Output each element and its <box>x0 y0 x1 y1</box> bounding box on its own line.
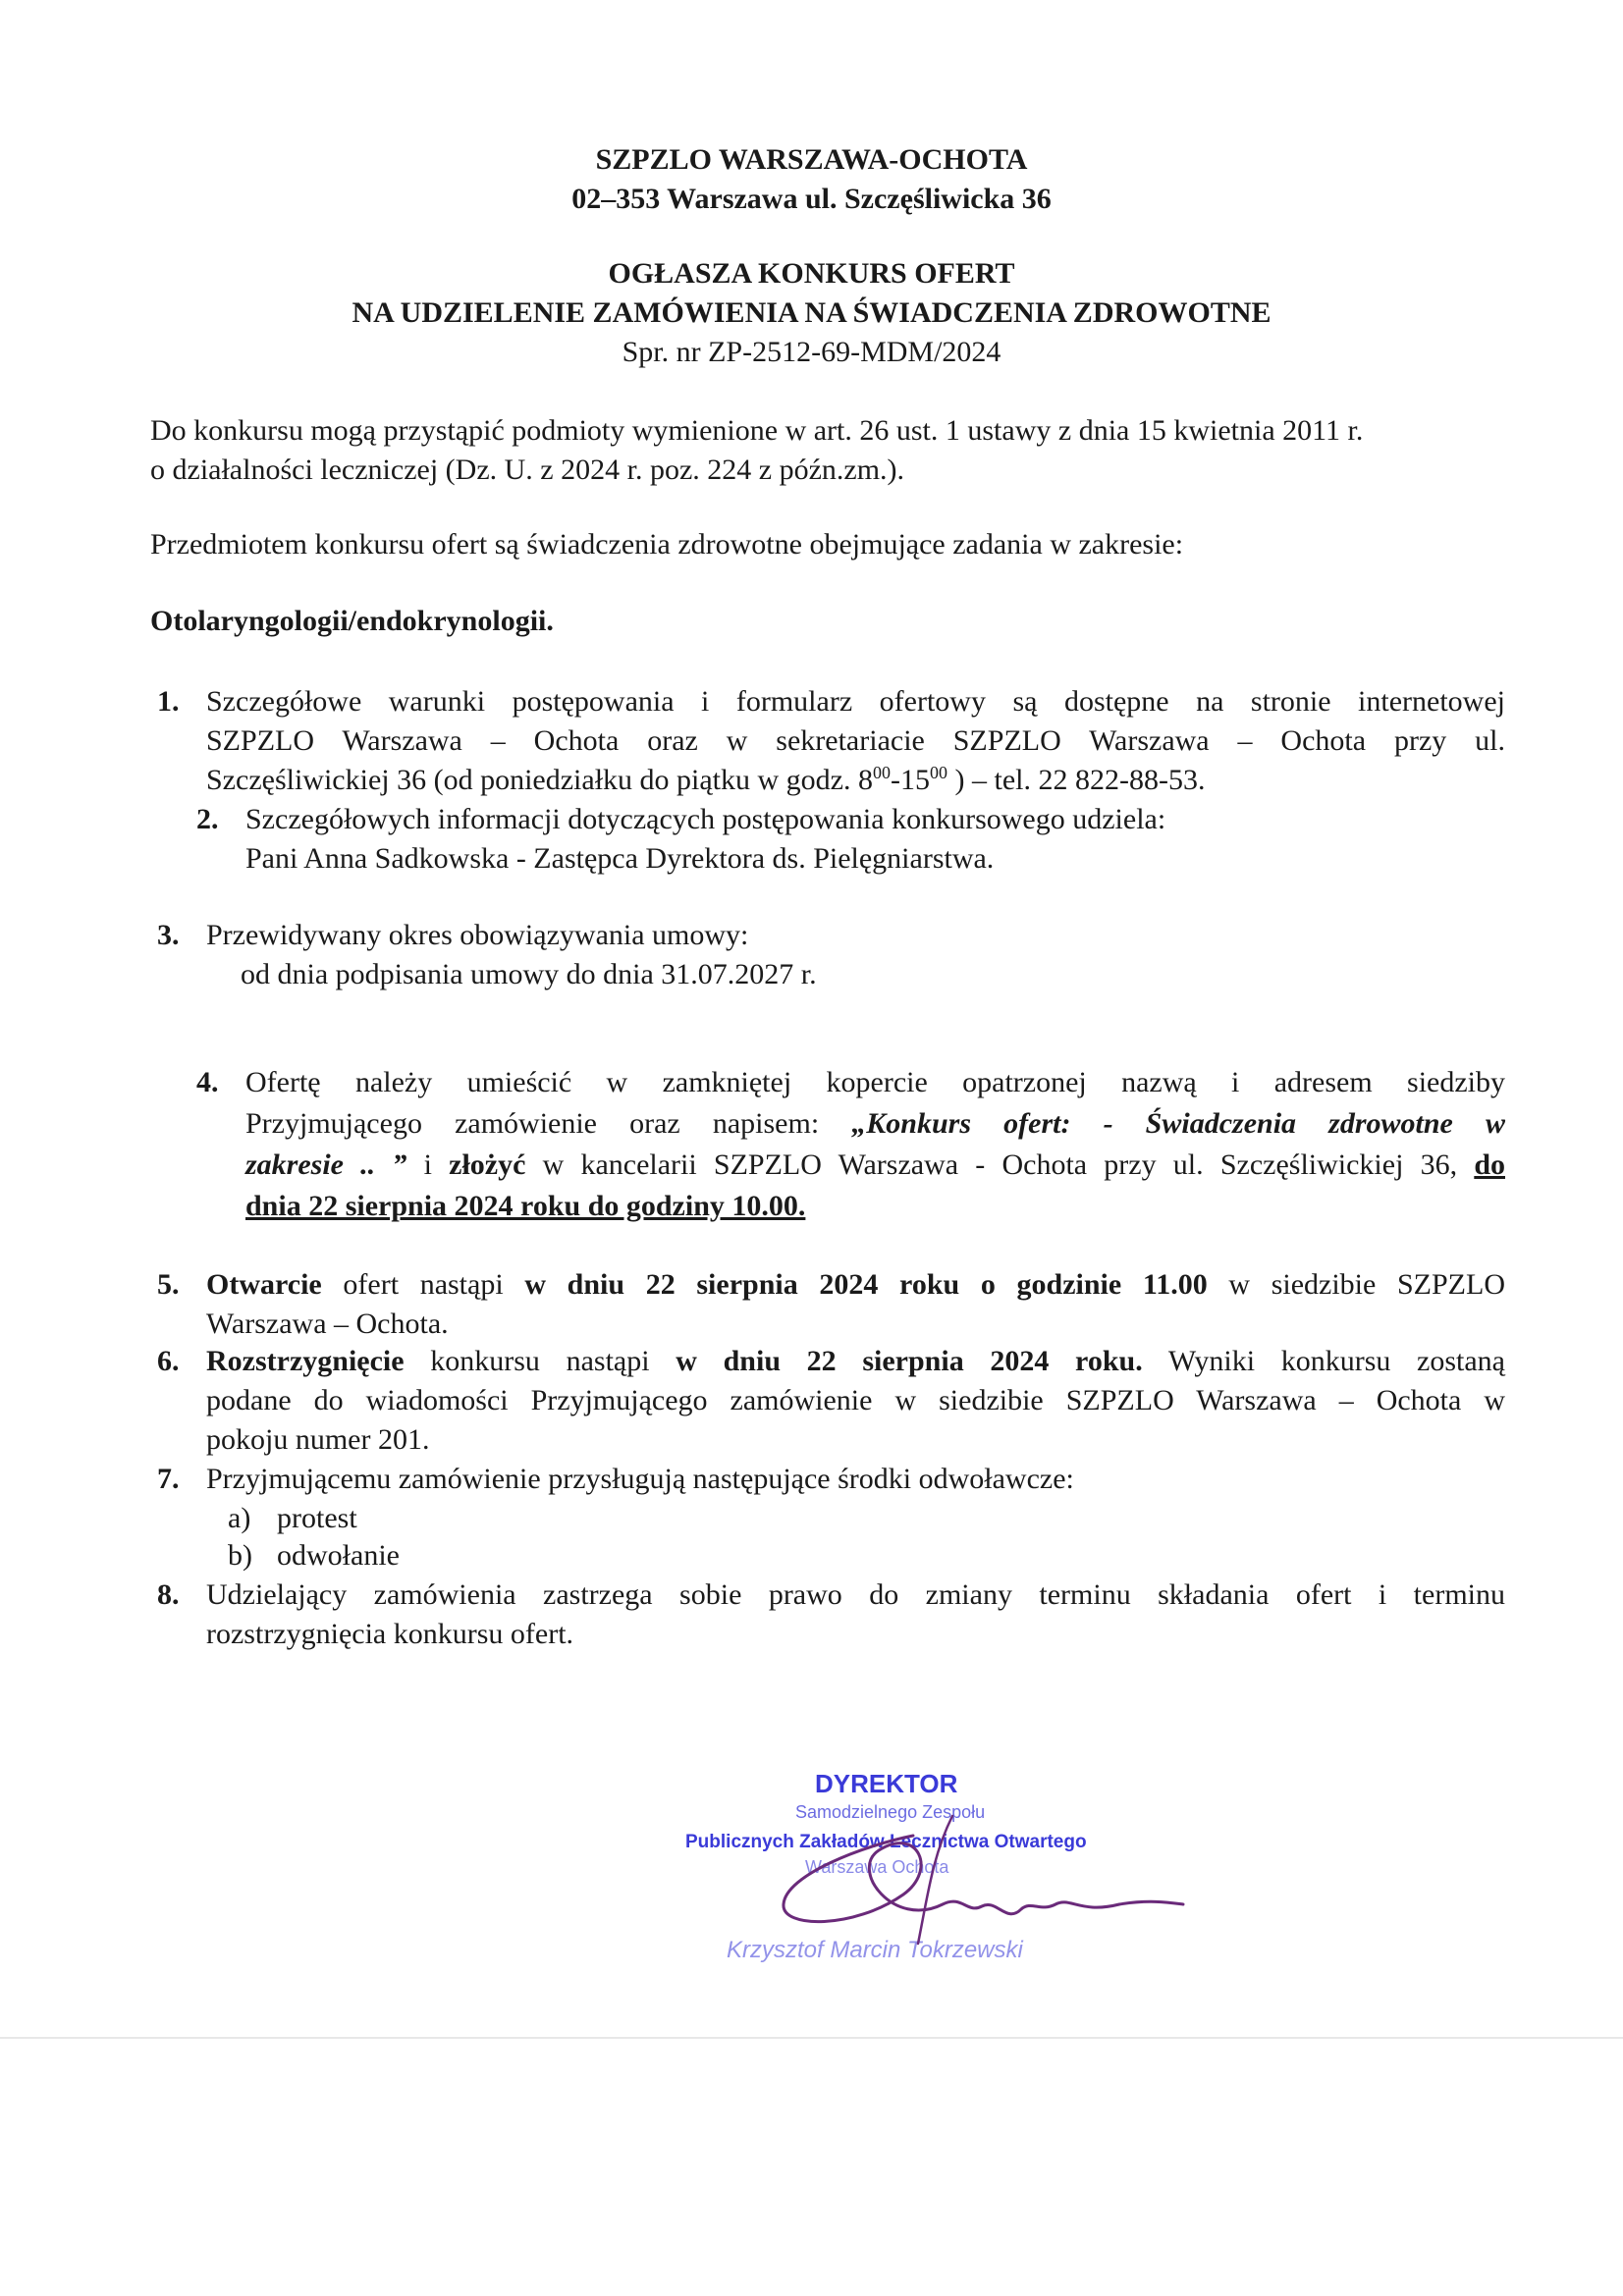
item-4-envelope-label-end: zakresie .. ” <box>245 1148 407 1181</box>
item-7-line-1: Przyjmującemu zamówienie przysługują następujące środki odwoławcze: <box>206 1463 1074 1495</box>
item-6-line-3: pokoju numer 201. <box>206 1423 430 1456</box>
director-stamp <box>668 1757 1217 1983</box>
item-1-hours-end: -15 <box>891 764 930 796</box>
item-4-deadline: dnia 22 sierpnia 2024 roku do godziny 10.00. <box>245 1190 806 1222</box>
item-5-text: ofert nastąpi <box>321 1268 525 1301</box>
stamp-line-4: Warszawa Ochota <box>805 1857 949 1877</box>
item-1-sup-end: 00 <box>930 763 947 782</box>
item-4-submit-word: złożyć <box>449 1148 526 1181</box>
item-1-phone: ) – tel. 22 822-88-53. <box>947 764 1206 796</box>
item-4-line-3 <box>245 1147 1505 1184</box>
item-4-deadline-start: do <box>1474 1148 1505 1181</box>
item-7-sub-a-text: protest <box>277 1502 357 1534</box>
subject-text: Przedmiotem konkursu ofert są świadczenia zdrowotne obejmujące zadania w zakresie: <box>150 528 1184 561</box>
announcement-title: OGŁASZA KONKURS OFERT <box>608 257 1015 290</box>
item-1-sup-start: 00 <box>873 763 891 782</box>
item-5-place: w siedzibie SZPZLO <box>1207 1268 1505 1301</box>
item-4-line-2 <box>245 1105 1505 1143</box>
item-6-number: 6. <box>157 1345 180 1377</box>
item-2-line-2: Pani Anna Sadkowska - Zastępca Dyrektora ds. Pielęgniarstwa. <box>245 842 995 875</box>
item-4-number: 4. <box>196 1066 219 1098</box>
stamp-name: Krzysztof Marcin Tokrzewski <box>727 1937 1023 1963</box>
item-6-line-1 <box>206 1343 1505 1380</box>
item-1-line-3 <box>206 762 1205 799</box>
item-4-label-prefix: Przyjmującego zamówienie oraz napisem: <box>245 1107 852 1140</box>
item-4-conj: i <box>406 1148 450 1181</box>
item-6-resolution-date: w dniu 22 sierpnia 2024 roku. <box>676 1345 1143 1377</box>
item-1-hours-text: Szczęśliwickiej 36 (od poniedziałku do piątku w godz. 8 <box>206 764 873 796</box>
item-5-line-2: Warszawa – Ochota. <box>206 1308 449 1340</box>
item-2-number: 2. <box>196 803 219 835</box>
item-6-text: konkursu nastąpi <box>404 1345 676 1377</box>
item-3-number: 3. <box>157 919 180 951</box>
item-5-line-1 <box>206 1266 1505 1304</box>
item-2-line-1: Szczegółowych informacji dotyczących postępowania konkursowego udziela: <box>245 803 1166 835</box>
item-1-line-1: Szczegółowe warunki postępowania i formularz ofertowy są dostępne na stronie internetowej <box>206 685 1505 718</box>
item-4-envelope-label: „Konkurs ofert: - Świadczenia zdrowotne w <box>851 1107 1505 1140</box>
item-6-line-2: podane do wiadomości Przyjmującego zamówienie w siedzibie SZPZLO Warszawa – Ochota w <box>206 1384 1505 1416</box>
item-7-number: 7. <box>157 1463 180 1495</box>
item-1-line-2: SZPZLO Warszawa – Ochota oraz w sekretariacie SZPZLO Warszawa – Ochota przy ul. <box>206 724 1505 757</box>
stamp-line-2: Samodzielnego Zespołu <box>795 1802 986 1822</box>
organization-address: 02–353 Warszawa ul. Szczęśliwicka 36 <box>571 183 1052 215</box>
item-4-line-1: Ofertę należy umieścić w zamkniętej kopercie opatrzonej nazwą i adresem siedziby <box>245 1066 1505 1098</box>
item-3-line-1: Przewidywany okres obowiązywania umowy: <box>206 919 749 951</box>
item-5-opening-date: w dniu 22 sierpnia 2024 roku o godzinie 11.00 <box>524 1268 1208 1301</box>
organization-name: SZPZLO WARSZAWA-OCHOTA <box>595 143 1028 176</box>
item-6-resolution-word: Rozstrzygnięcie <box>206 1345 405 1377</box>
item-8-line-2: rozstrzygnięcia konkursu ofert. <box>206 1618 574 1650</box>
item-1-number: 1. <box>157 685 180 718</box>
intro-line-1: Do konkursu mogą przystąpić podmioty wymienione w art. 26 ust. 1 ustawy z dnia 15 kwietnia 2011 r. <box>150 414 1364 447</box>
intro-line-2: o działalności leczniczej (Dz. U. z 2024 r. poz. 224 z późn.zm.). <box>150 454 905 486</box>
item-7-sub-b-label: b) <box>228 1539 252 1572</box>
scan-edge-line <box>0 2037 1623 2039</box>
item-7-sub-a-label: a) <box>228 1502 251 1534</box>
item-5-opening-word: Otwarcie <box>206 1268 322 1301</box>
item-7-sub-b-text: odwołanie <box>277 1539 400 1572</box>
item-6-results: Wyniki konkursu zostaną <box>1142 1345 1506 1377</box>
case-number: Spr. nr ZP-2512-69-MDM/2024 <box>622 336 1001 368</box>
item-8-line-1: Udzielający zamówienia zastrzega sobie prawo do zmiany terminu składania ofert i terminu <box>206 1578 1505 1611</box>
item-5-number: 5. <box>157 1268 180 1301</box>
item-4-location: w kancelarii SZPZLO Warszawa - Ochota przy ul. Szczęśliwickiej 36, <box>525 1148 1475 1181</box>
stamp-title: DYREKTOR <box>815 1769 958 1798</box>
subject-scope: Otolaryngologii/endokrynologii. <box>150 605 554 637</box>
item-8-number: 8. <box>157 1578 180 1611</box>
item-3-line-2: od dnia podpisania umowy do dnia 31.07.2027 r. <box>241 958 817 990</box>
stamp-line-3: Publicznych Zakładów Lecznictwa Otwartego <box>685 1832 1087 1852</box>
announcement-subtitle: NA UDZIELENIE ZAMÓWIENIA NA ŚWIADCZENIA ZDROWOTNE <box>352 296 1271 329</box>
